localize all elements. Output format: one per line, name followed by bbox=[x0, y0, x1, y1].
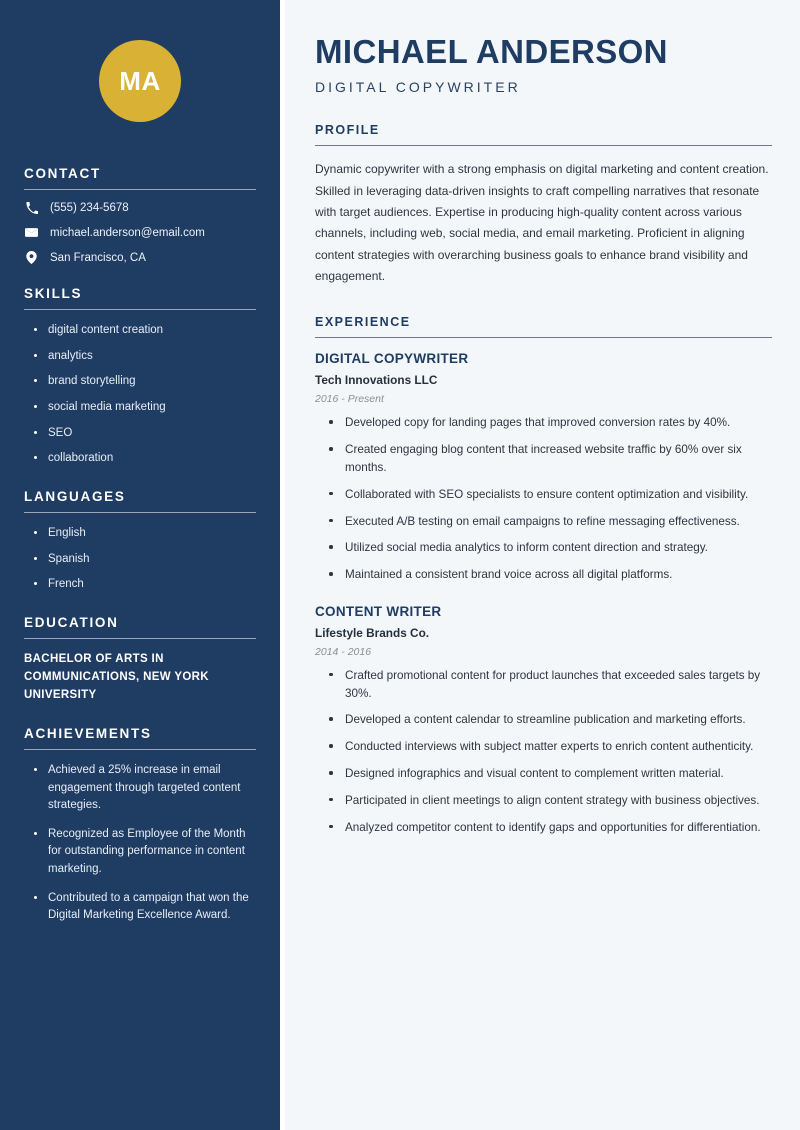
experience-role: DIGITAL COPYWRITER bbox=[315, 351, 469, 367]
skills-heading: SKILLS bbox=[24, 286, 83, 301]
achievements-divider bbox=[24, 749, 256, 750]
phone-icon bbox=[24, 202, 39, 214]
page-title: MICHAEL ANDERSON bbox=[315, 33, 668, 70]
education-section bbox=[24, 615, 256, 704]
avatar: MA bbox=[99, 40, 181, 122]
contact-value-phone: (555) 234-5678 bbox=[50, 202, 129, 214]
main-content bbox=[280, 0, 800, 1130]
list-item: Designed infographics and visual content to complement written material. bbox=[329, 765, 772, 783]
list-item: brand storytelling bbox=[34, 373, 256, 390]
avatar-container bbox=[24, 0, 256, 166]
list-item: collaboration bbox=[34, 450, 256, 467]
list-item: Collaborated with SEO specialists to ensure content optimization and visibility. bbox=[329, 486, 772, 504]
education-entry: BACHELOR OF ARTS IN COMMUNICATIONS, NEW YORK UNIVERSITY bbox=[24, 653, 209, 701]
contact-value-email: michael.anderson@email.com bbox=[50, 226, 205, 239]
list-item: Crafted promotional content for product launches that exceeded sales targets by 30%. bbox=[329, 667, 772, 703]
envelope-icon bbox=[24, 226, 39, 239]
experience-entry bbox=[315, 604, 772, 836]
sidebar bbox=[0, 0, 280, 1130]
list-item: analytics bbox=[34, 348, 256, 365]
experience-entry bbox=[315, 351, 772, 583]
contact-heading: CONTACT bbox=[24, 166, 101, 181]
list-item: Conducted interviews with subject matter experts to enrich content authenticity. bbox=[329, 738, 772, 756]
job-title: DIGITAL COPYWRITER bbox=[315, 79, 521, 96]
experience-bullet-list bbox=[315, 414, 772, 583]
contact-item-phone[interactable] bbox=[24, 202, 256, 214]
experience-dates: 2014 - 2016 bbox=[315, 645, 372, 658]
contact-value-location: San Francisco, CA bbox=[50, 251, 146, 264]
languages-heading: LANGUAGES bbox=[24, 489, 126, 505]
list-item: Participated in client meetings to align content strategy with business objectives. bbox=[329, 792, 772, 810]
list-item: SEO bbox=[34, 425, 256, 442]
list-item: English bbox=[34, 525, 256, 542]
contact-section bbox=[24, 166, 256, 264]
contact-list bbox=[24, 202, 256, 264]
list-item: Maintained a consistent brand voice across all digital platforms. bbox=[329, 566, 772, 584]
experience-heading: EXPERIENCE bbox=[315, 315, 411, 330]
contact-divider bbox=[24, 189, 256, 190]
resume-header bbox=[315, 34, 772, 95]
list-item: digital content creation bbox=[34, 322, 256, 339]
list-item: Recognized as Employee of the Month for outstanding performance in content marketing. bbox=[34, 826, 256, 878]
languages-list bbox=[24, 525, 256, 593]
list-item: Utilized social media analytics to inform content direction and strategy. bbox=[329, 539, 772, 557]
profile-text: Dynamic copywriter with a strong emphasis on digital marketing and content creation. Skilled in leveraging data-driven insights to craft compelling narratives that resonate with target audiences. Expertise in producing high-quality content across various channels, including web, social media, and email marketing. Proficient in aligning content strategies with overarching business goals to enhance brand visibility and engagement. bbox=[315, 162, 769, 284]
list-item: social media marketing bbox=[34, 399, 256, 416]
experience-role: CONTENT WRITER bbox=[315, 603, 442, 619]
experience-section bbox=[315, 315, 772, 836]
contact-item-email[interactable] bbox=[24, 226, 256, 239]
profile-heading: PROFILE bbox=[315, 123, 380, 138]
languages-section bbox=[24, 489, 256, 593]
contact-item-location[interactable] bbox=[24, 251, 256, 264]
education-heading: EDUCATION bbox=[24, 615, 119, 631]
list-item: Spanish bbox=[34, 551, 256, 568]
profile-divider bbox=[315, 145, 772, 146]
experience-dates: 2016 - Present bbox=[315, 393, 384, 406]
experience-company: Tech Innovations LLC bbox=[315, 373, 438, 388]
achievements-heading: ACHIEVEMENTS bbox=[24, 726, 152, 742]
skills-list bbox=[24, 322, 256, 467]
list-item: Analyzed competitor content to identify gaps and opportunities for differentiation. bbox=[329, 819, 772, 837]
list-item: Executed A/B testing on email campaigns to refine messaging effectiveness. bbox=[329, 513, 772, 531]
achievements-section bbox=[24, 726, 256, 924]
list-item: Developed a content calendar to streamline publication and marketing efforts. bbox=[329, 711, 772, 729]
list-item: French bbox=[34, 576, 256, 593]
list-item: Achieved a 25% increase in email engagement through targeted content strategies. bbox=[34, 762, 256, 814]
achievements-list bbox=[24, 762, 256, 924]
languages-divider bbox=[24, 512, 256, 513]
skills-section bbox=[24, 286, 256, 467]
skills-divider bbox=[24, 309, 256, 310]
list-item: Contributed to a campaign that won the Digital Marketing Excellence Award. bbox=[34, 890, 256, 925]
experience-divider bbox=[315, 337, 772, 338]
list-item: Created engaging blog content that increased website traffic by 60% over six months. bbox=[329, 441, 772, 477]
experience-company: Lifestyle Brands Co. bbox=[315, 625, 430, 640]
list-item: Developed copy for landing pages that improved conversion rates by 40%. bbox=[329, 414, 772, 432]
profile-section bbox=[315, 123, 772, 287]
education-divider bbox=[24, 638, 256, 639]
map-pin-icon bbox=[24, 251, 39, 264]
experience-bullet-list bbox=[315, 667, 772, 836]
